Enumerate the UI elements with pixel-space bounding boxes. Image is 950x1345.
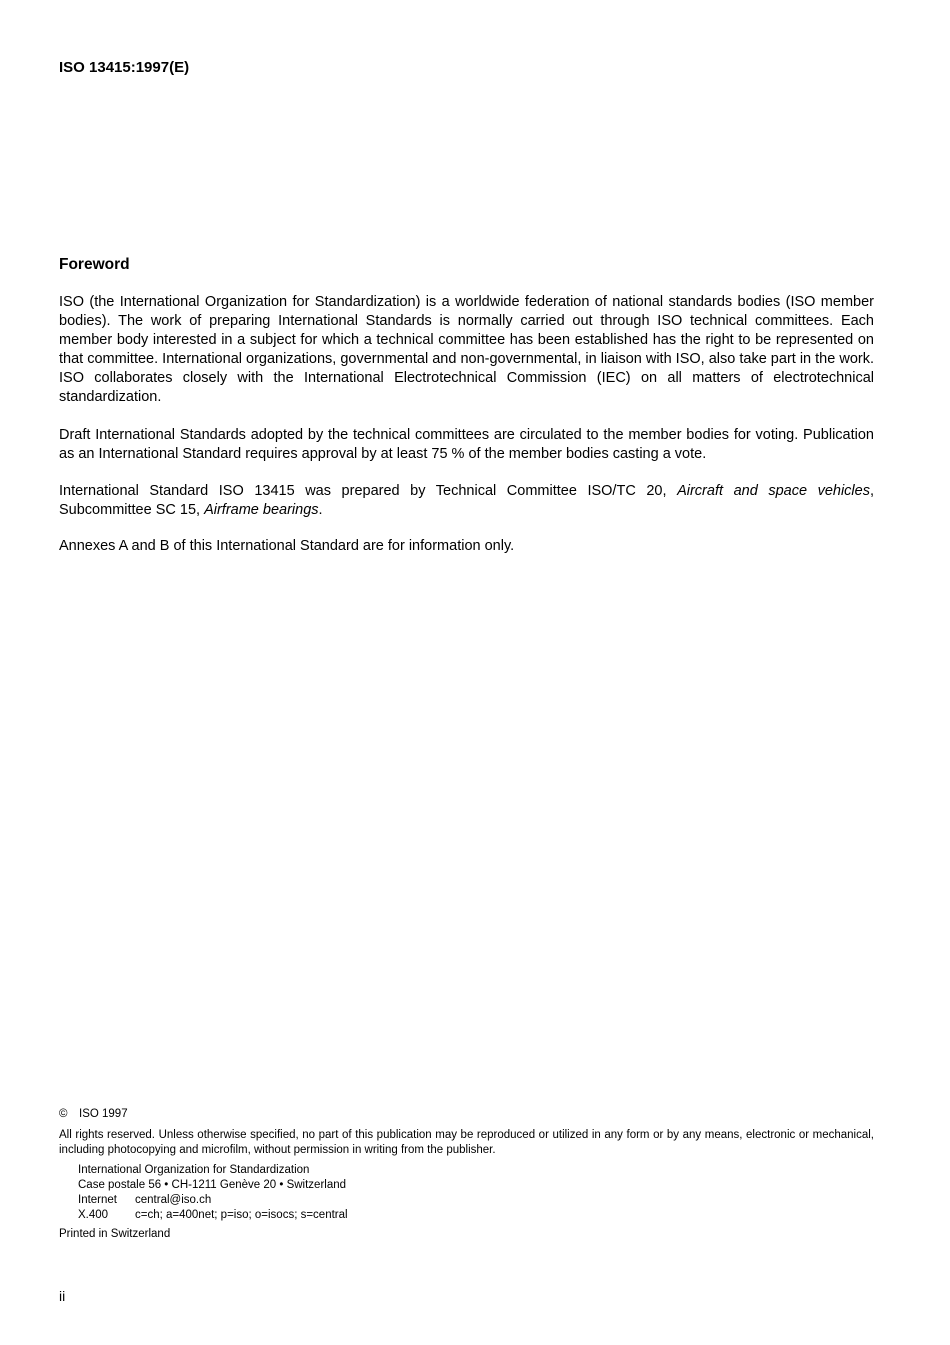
publisher-address	[78, 1163, 348, 1223]
internet-line	[78, 1193, 348, 1208]
internet-label: Internet	[78, 1194, 117, 1206]
foreword-paragraph-4: Annexes A and B of this International Standard are for information only.	[59, 538, 515, 554]
internet-value: central@iso.ch	[135, 1194, 212, 1206]
p3-subcommittee-title: Airframe bearings	[204, 502, 319, 518]
copyright-symbol: ©	[59, 1108, 68, 1120]
printed-in: Printed in Switzerland	[59, 1228, 171, 1240]
x400-value: c=ch; a=400net; p=iso; o=isocs; s=central	[135, 1209, 348, 1221]
x400-label: X.400	[78, 1209, 109, 1221]
p3-text-c: , Subcommittee SC 15,	[59, 483, 874, 518]
p3-text-e: .	[318, 502, 323, 518]
page-number: ii	[59, 1288, 66, 1304]
copyright-line	[59, 1108, 128, 1120]
postal-address: Case postale 56 • CH-1211 Genève 20 • Switzerland	[78, 1179, 347, 1191]
org-name: International Organization for Standardization	[78, 1164, 310, 1176]
p3-committee-title: Aircraft and space vehicles	[677, 483, 870, 499]
p3-text-a: International Standard ISO 13415 was prepared by Technical Committee ISO/TC 20,	[59, 483, 678, 499]
document-id-header: ISO 13415:1997(E)	[59, 59, 190, 76]
x400-line	[78, 1208, 348, 1223]
rights-notice: All rights reserved. Unless otherwise specified, no part of this publication may be reproduced or utilized in any form or by any means, electronic or mechanical, including photocopying and microfilm, without permission in writing from the publisher.	[59, 1129, 874, 1156]
foreword-paragraph-2: Draft International Standards adopted by the technical committees are circulated to the member bodies for voting. Publication as an International Standard requires approval by at least 75 % of the member bodies casting a vote.	[59, 427, 874, 462]
foreword-paragraph-3	[59, 482, 874, 520]
foreword-title: Foreword	[59, 256, 130, 273]
foreword-paragraph-1: ISO (the International Organization for Standardization) is a worldwide federation of national standards bodies (ISO member bodies). The work of preparing International Standards is normally carried out through ISO technical committees. Each member body interested in a subject for which a technical committee has been established has the right to be represented on that committee. International organizations, governmental and non-governmental, in liaison with ISO, also take part in the work. ISO collaborates closely with the International Electrotechnical Commission (IEC) on all matters of electrotechnical standardization.	[59, 294, 874, 405]
copyright-text: ISO 1997	[79, 1108, 128, 1120]
